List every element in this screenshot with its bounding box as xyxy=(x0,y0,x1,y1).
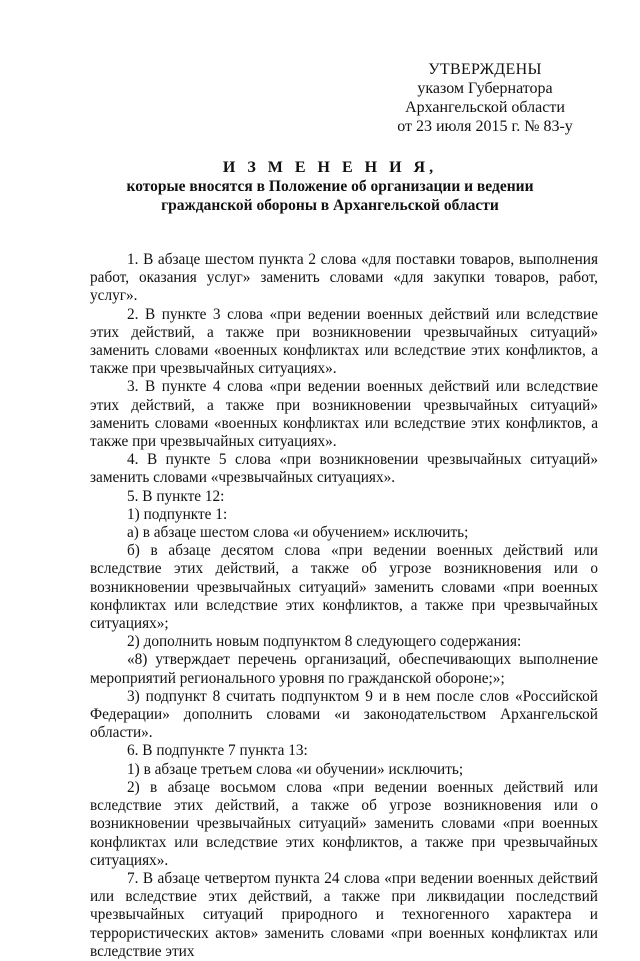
document-title xyxy=(60,158,600,215)
approval-stamp xyxy=(370,60,600,136)
paragraph: 7. В абзаце четвертом пункта 24 слова «при ведении военных действий или вследствие этих действий, а также при ликвидации последствий чрезвычайных ситуаций природного и техногенного характера и террористических актов» заменить словами «при военных конфликтах или вследствие этих xyxy=(90,869,598,960)
paragraph: 2) дополнить новым подпунктом 8 следующего содержания: xyxy=(127,633,522,651)
paragraph: 6. В подпункте 7 пункта 13: xyxy=(127,742,308,760)
paragraph: 4. В пункте 5 слова «при возникновении чрезвычайных ситуаций» заменить словами «чрезвычайных ситуациях». xyxy=(90,451,598,487)
paragraph: «8) утверждает перечень организаций, обеспечивающих выполнение мероприятий регионального уровня по гражданской обороне;»; xyxy=(90,651,598,687)
approval-date-number: от 23 июля 2015 г. № 83-у xyxy=(397,118,573,135)
document-body xyxy=(90,251,598,961)
paragraph: 2. В пункте 3 слова «при ведении военных действий или вследствие этих действий, а также при возникновении чрезвычайных ситуаций» заменить словами «военных конфликтах или вследствие этих конфликтов, а также при чрезвычайных ситуациях». xyxy=(90,305,598,378)
paragraph: 1) в абзаце третьем слова «и обучении» исключить; xyxy=(127,760,464,778)
approval-heading: УТВЕРЖДЕНЫ xyxy=(428,61,542,78)
title-subtitle-line-1: которые вносятся в Положение об организации и ведении xyxy=(126,178,534,195)
paragraph: 3) подпункт 8 считать подпунктом 9 и в нем после слов «Российской Федерации» дополнить словами «и законодательством Архангельской области». xyxy=(90,687,598,742)
approval-region: Архангельской области xyxy=(405,99,565,116)
paragraph: б) в абзаце десятом слова «при ведении военных действий или вследствие этих действий, а также об угрозе возникновения или о возникновении чрезвычайных ситуаций» заменить словами «при военных конфликтах или вследствие этих конфликтов, а также при чрезвычайных ситуациях»; xyxy=(90,542,598,633)
paragraph: а) в абзаце шестом слова «и обучением» исключить; xyxy=(127,524,469,542)
paragraph: 5. В пункте 12: xyxy=(127,487,225,505)
title-subtitle-line-2: гражданской обороны в Архангельской области xyxy=(161,197,499,214)
title-main: И З М Е Н Е Н И Я, xyxy=(222,159,438,176)
paragraph: 1) подпункте 1: xyxy=(127,505,228,523)
paragraph: 2) в абзаце восьмом слова «при ведении военных действий или вследствие этих действий, а также об угрозе возникновения или о возникновении чрезвычайных ситуаций» заменить словами «при военных конфликтах или вследствие этих конфликтов, а также при чрезвычайных ситуациях». xyxy=(90,778,598,869)
paragraph: 3. В пункте 4 слова «при ведении военных действий или вследствие этих действий, а также при возникновении чрезвычайных ситуаций» заменить словами «военных конфликтах или вследствие этих конфликтов, а также при чрезвычайных ситуациях». xyxy=(90,378,598,451)
approval-authority: указом Губернатора xyxy=(417,80,553,97)
paragraph: 1. В абзаце шестом пункта 2 слова «для поставки товаров, выполнения работ, оказания услуг» заменить словами «для закупки товаров, работ, услуг». xyxy=(90,251,598,305)
